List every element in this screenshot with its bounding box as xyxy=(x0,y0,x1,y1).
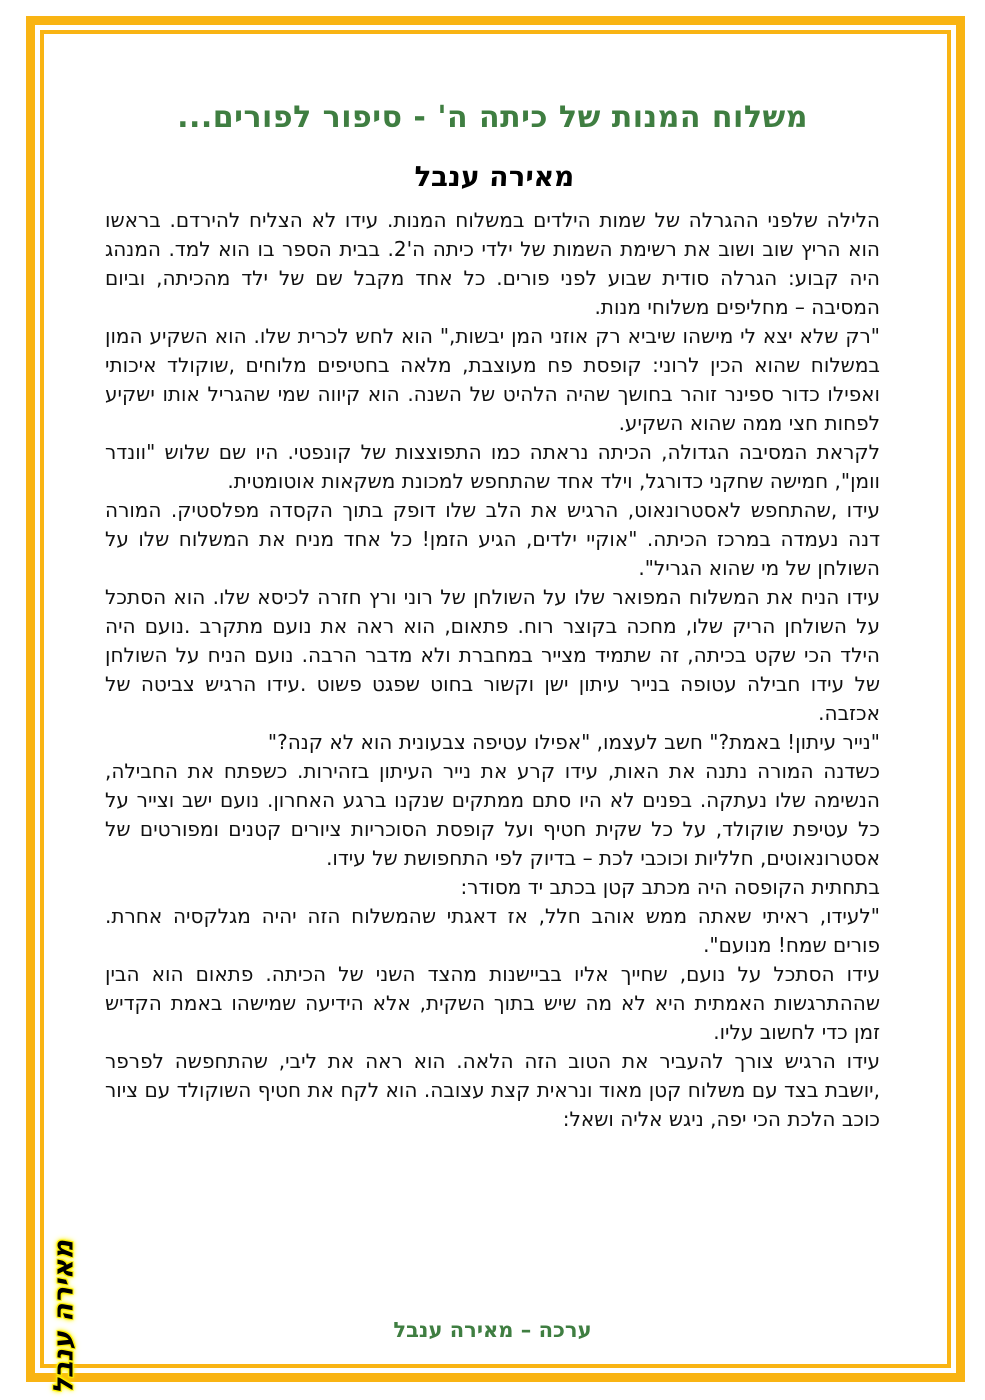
story-paragraph: "לעידו, ראיתי שאתה ממש אוהב חלל, אז דאגתי שהמשלוח הזה יהיה מגלקסיה אחרת. פורים שמח! מנועם". xyxy=(105,904,880,957)
author-signature: מאירה ענבל xyxy=(410,160,575,193)
story-paragraph: הלילה שלפני ההגרלה של שמות הילדים במשלוח המנות. עידו לא הצליח להירדם. בראשו הוא הריץ שוב ושוב את רשימת השמות של ילדי כיתה ה'2. בבית הספר בו הוא למד. המנהג היה קבוע: הגרלה סודית שבוע לפני פורים. כל אחד מקבל שם של ילד מהכיתה, וביום המסיבה – מחליפים משלוחי מנות. xyxy=(105,208,880,319)
story-paragraph: עידו ,שהתחפש לאסטרונאוט, הרגיש את הלב שלו דופק בתוך הקסדה מפלסטיק. המורה דנה נעמדה במרכז הכיתה. "אוקיי ילדים, הגיע הזמן! כל אחד מניח את המשלוח שלו על השולחן של מי שהוא הגריל". xyxy=(105,498,880,580)
story-page: משלוח המנות של כיתה ה' - סיפור לפורים... מאירה ענבל הלילה שלפני ההגרלה של שמות הילדים במשלוח המנות. עידו לא הצליח להירדם. בראשו הוא הריץ שוב ושוב את רשימת השמות של ילדי כיתה ה'2. בבית הספר בו הוא למד. המנהג היה קבוע: הגרלה סודית שבוע לפני פורים. כל אחד מקבל שם של ילד מהכיתה, וביום המסיבה – מחליפים משלוחי מנות. "רק שלא יצא לי מישהו שיביא רק אוזני המן יבשות," הוא לחש לכרית שלו. הוא השקיע המון במשלוח שהוא הכין לרוני: קופסת פח מעוצבת, מלאה בחטיפים מלוחים ,שוקולד איכותי ואפילו כדור ספינר זוהר בחושך שהיה הלהיט של השנה. הוא קיווה שמי שהגריל אותו ישקיע לפחות חצי ממה שהוא השקיע. לקראת המסיבה הגדולה, הכיתה נראתה כמו התפוצצות של קונפטי. היו שם שלוש "וונדר וומן", חמישה שחקני כדורגל, וילד אחד שהתחפש למכונת משקאות אוטומטית. עידו ,שהתחפש לאסטרונאוט, הרגיש את הלב שלו דופק בתוך הקסדה מפלסטיק. המורה דנה נעמדה במרכז הכיתה. "אוקיי ילדים, הגיע הזמן! כל אחד מניח את המשלוח שלו על השולחן של מי שהוא הגריל". עידו הניח את המשלוח המפואר שלו על השולחן של רוני ורץ חזרה לכיסא שלו. הוא הסתכל על השולחן הריק שלו, מחכה בקוצר רוח. פתאום, הוא ראה את נועם מתקרב .נועם היה הילד הכי שקט בכיתה, זה שתמיד מצייר במחברת ולא מדבר הרבה. נועם הניח על השולחן של עידו חבילה עטופה בנייר עיתון ישן וקשור בחוט שפגט פשוט .עידו הרגיש צביטה של אכזבה. "נייר עיתון! באמת?" חשב לעצמו, "אפילו עטיפה צבעונית הוא לא קנה?" כשדנה המורה נתנה את האות, עידו קרע את נייר העיתון בזהירות. כשפתח את החבילה, הנשימה שלו נעתקה. בפנים לא היו סתם ממתקים שנקנו ברגע האחרון. נועם ישב וצייר על כל עטיפת שוקולד, על כל שקית חטיף ועל קופסת הסוכריות ציורים קטנים ומפורטים של אסטרונאוטים, חלליות וכוכבי לכת – בדיוק לפי התחפושת של עידו. בתחתית הקופסה היה מכתב קטן בכתב יד מסודר: "לעידו, ראיתי שאתה ממש אוהב חלל, אז דאגתי שהמשלוח הזה יהיה מגלקסיה אחרת. פורים שמח! מנועם". עידו הסתכל על נועם, שחייך אליו בביישנות מהצד השני של הכיתה. פתאום הוא הבין שההתרגשות האמתית היא לא מה שיש בתוך השקית, אלא הידיעה שמישהו באמת הקדיש זמן כדי לחשוב עליו. עידו הרגיש צורך להעביר את הטוב הזה הלאה. הוא ראה את ליבי, שהתחפשה לפרפר ,יושבת בצד עם משלוח קטן מאוד ונראית קצת עצובה. הוא לקח את חטיף השוקולד עם ציור כוכב הלכת הכי יפה, ניגש אליה ושאל: מאירה ענבל ערכה – מאירה ענבל xyxy=(0,0,985,1400)
story-paragraph: עידו הרגיש צורך להעביר את הטוב הזה הלאה. הוא ראה את ליבי, שהתחפשה לפרפר ,יושבת בצד עם משלוח קטן מאוד ונראית קצת עצובה. הוא לקח את חטיף השוקולד עם ציור כוכב הלכת הכי יפה, ניגש אליה ושאל: xyxy=(105,1049,880,1131)
page-title: משלוח המנות של כיתה ה' - סיפור לפורים... xyxy=(177,100,808,135)
page-footer: ערכה – מאירה ענבל xyxy=(393,1318,592,1342)
story-paragraph: "נייר עיתון! באמת?" חשב לעצמו, "אפילו עטיפה צבעונית הוא לא קנה?" xyxy=(267,730,880,754)
story-paragraph: כשדנה המורה נתנה את האות, עידו קרע את נייר העיתון בזהירות. כשפתח את החבילה, הנשימה שלו נעתקה. בפנים לא היו סתם ממתקים שנקנו ברגע האחרון. נועם ישב וצייר על כל עטיפת שוקולד, על כל שקית חטיף ועל קופסת הסוכריות ציורים קטנים ומפורטים של אסטרונאוטים, חלליות וכוכבי לכת – בדיוק לפי התחפושת של עידו. xyxy=(105,759,880,870)
story-text xyxy=(105,206,880,1134)
story-paragraph: לקראת המסיבה הגדולה, הכיתה נראתה כמו התפוצצות של קונפטי. היו שם שלוש "וונדר וומן", חמישה שחקני כדורגל, וילד אחד שהתחפש למכונת משקאות אוטומטית. xyxy=(105,440,880,493)
story-paragraph: "רק שלא יצא לי מישהו שיביא רק אוזני המן יבשות," הוא לחש לכרית שלו. הוא השקיע המון במשלוח שהוא הכין לרוני: קופסת פח מעוצבת, מלאה בחטיפים מלוחים ,שוקולד איכותי ואפילו כדור ספינר זוהר בחושך שהיה הלהיט של השנה. הוא קיווה שמי שהגריל אותו ישקיע לפחות חצי ממה שהוא השקיע. xyxy=(105,324,880,435)
story-paragraph: עידו הניח את המשלוח המפואר שלו על השולחן של רוני ורץ חזרה לכיסא שלו. הוא הסתכל על השולחן הריק שלו, מחכה בקוצר רוח. פתאום, הוא ראה את נועם מתקרב .נועם היה הילד הכי שקט בכיתה, זה שתמיד מצייר במחברת ולא מדבר הרבה. נועם הניח על השולחן של עידו חבילה עטופה בנייר עיתון ישן וקשור בחוט שפגט פשוט .עידו הרגיש צביטה של אכזבה. xyxy=(105,585,880,725)
story-paragraph: בתחתית הקופסה היה מכתב קטן בכתב יד מסודר: xyxy=(460,875,880,899)
story-paragraph: עידו הסתכל על נועם, שחייך אליו בביישנות מהצד השני של הכיתה. פתאום הוא הבין שההתרגשות האמתית היא לא מה שיש בתוך השקית, אלא הידיעה שמישהו באמת הקדיש זמן כדי לחשוב עליו. xyxy=(105,962,880,1044)
